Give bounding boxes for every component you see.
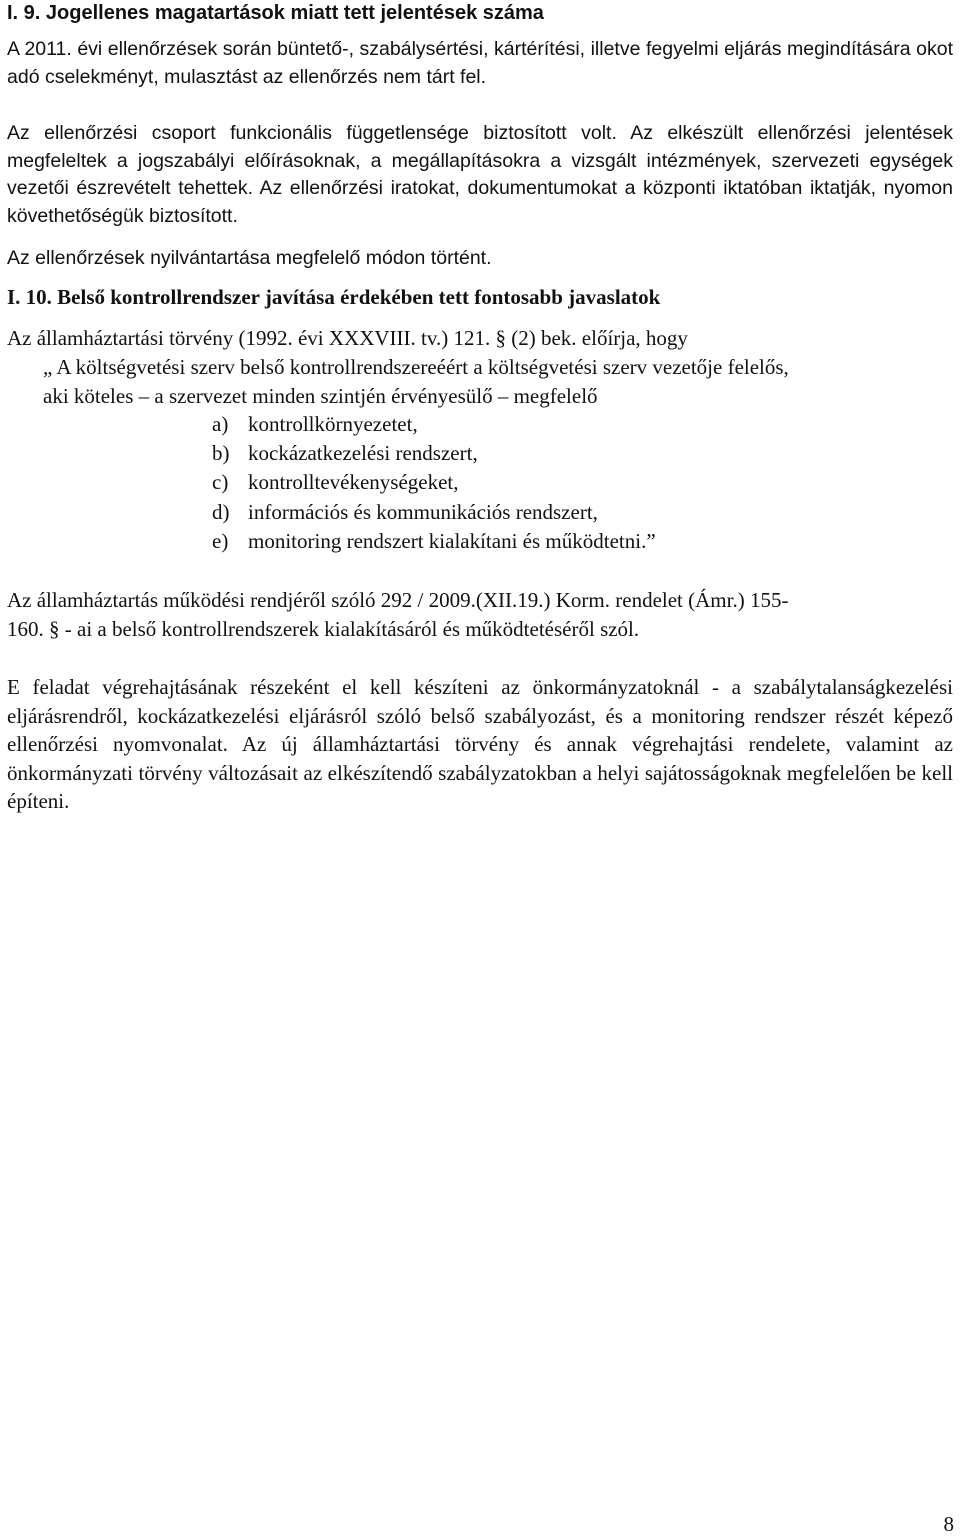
page-number: 8: [943, 1512, 954, 1536]
quote-line-2: aki köteles – a szervezet minden szintjén érvényesülő – megfelelő: [43, 384, 598, 408]
list-marker: c): [212, 470, 229, 495]
list-marker: e): [212, 528, 229, 553]
list-item-text: kockázatkezelési rendszert,: [248, 441, 478, 466]
paragraph-task: E feladat végrehajtásának részeként el kell készíteni az önkormányzatoknál - a szabálytalanságkezelési eljárásrendről, kockázatkezelési eljárásról szóló belső szabályozást, és a monitoring rendszer részét képező ellenőrzési nyomvonalat. Az új államháztartási törvény és annak végrehajtási rendelete, valamint az önkormányzati törvény változásait az elkészítendő szabályzatokban a helyi sajátosságoknak megfelelően be kell építeni.: [7, 675, 953, 813]
list-item: [212, 439, 656, 468]
list-marker: b): [212, 441, 230, 466]
section-heading-10: I. 10. Belső kontrollrendszer javítása érdekében tett fontosabb javaslatok: [7, 285, 661, 309]
list-item-text: kontrollkörnyezetet,: [248, 412, 418, 436]
list-item: [212, 527, 656, 556]
paragraph-records: Az ellenőrzések nyilvántartása megfelelő módon történt.: [7, 247, 492, 269]
list-item-text: kontrolltevékenységeket,: [248, 470, 459, 495]
list-marker: a): [212, 412, 229, 436]
paragraph-independence: Az ellenőrzési csoport funkcionális függetlensége biztosított volt. Az elkészült ellenőrzési jelentések megfeleltek a jogszabályi előírásoknak, a megállapításokra a vizsgált intézmények, szervezeti egységek vezetői észrevételt tehettek. Az ellenőrzési iratokat, dokumentumokat a központi iktatóban iktatják, nyomon követhetőségük biztosított.: [7, 122, 953, 227]
list-item: [212, 468, 656, 497]
list-marker: d): [212, 499, 230, 524]
list-item: [212, 498, 656, 527]
control-elements-list: [212, 410, 656, 556]
quote-line-1: „ A költségvetési szerv belső kontrollrendszereéért a költségvetési szerv vezetője felelős,: [43, 355, 789, 379]
list-item-text: monitoring rendszert kialakítani és működtetni.”: [248, 528, 656, 553]
paragraph-no-misconduct: A 2011. évi ellenőrzések során büntető-, szabálysértési, kártérítési, illetve fegyelmi eljárás megindítására okot adó cselekményt, mulasztást az ellenőrzés nem tárt fel.: [7, 38, 953, 88]
list-item: [212, 410, 656, 439]
amr-line-2: 160. § - ai a belső kontrollrendszerek kialakításáról és működtetéséről szól.: [7, 617, 640, 641]
amr-line-1: Az államháztartás működési rendjéről szóló 292 / 2009.(XII.19.) Korm. rendelet (Ámr.) 155-: [7, 588, 789, 612]
list-item-text: információs és kommunikációs rendszert,: [248, 499, 598, 524]
law-intro-line: Az államháztartási törvény (1992. évi XXXVIII. tv.) 121. § (2) bek. előírja, hogy: [7, 326, 688, 350]
section-heading-9: I. 9. Jogellenes magatartások miatt tett jelentések száma: [7, 2, 544, 24]
